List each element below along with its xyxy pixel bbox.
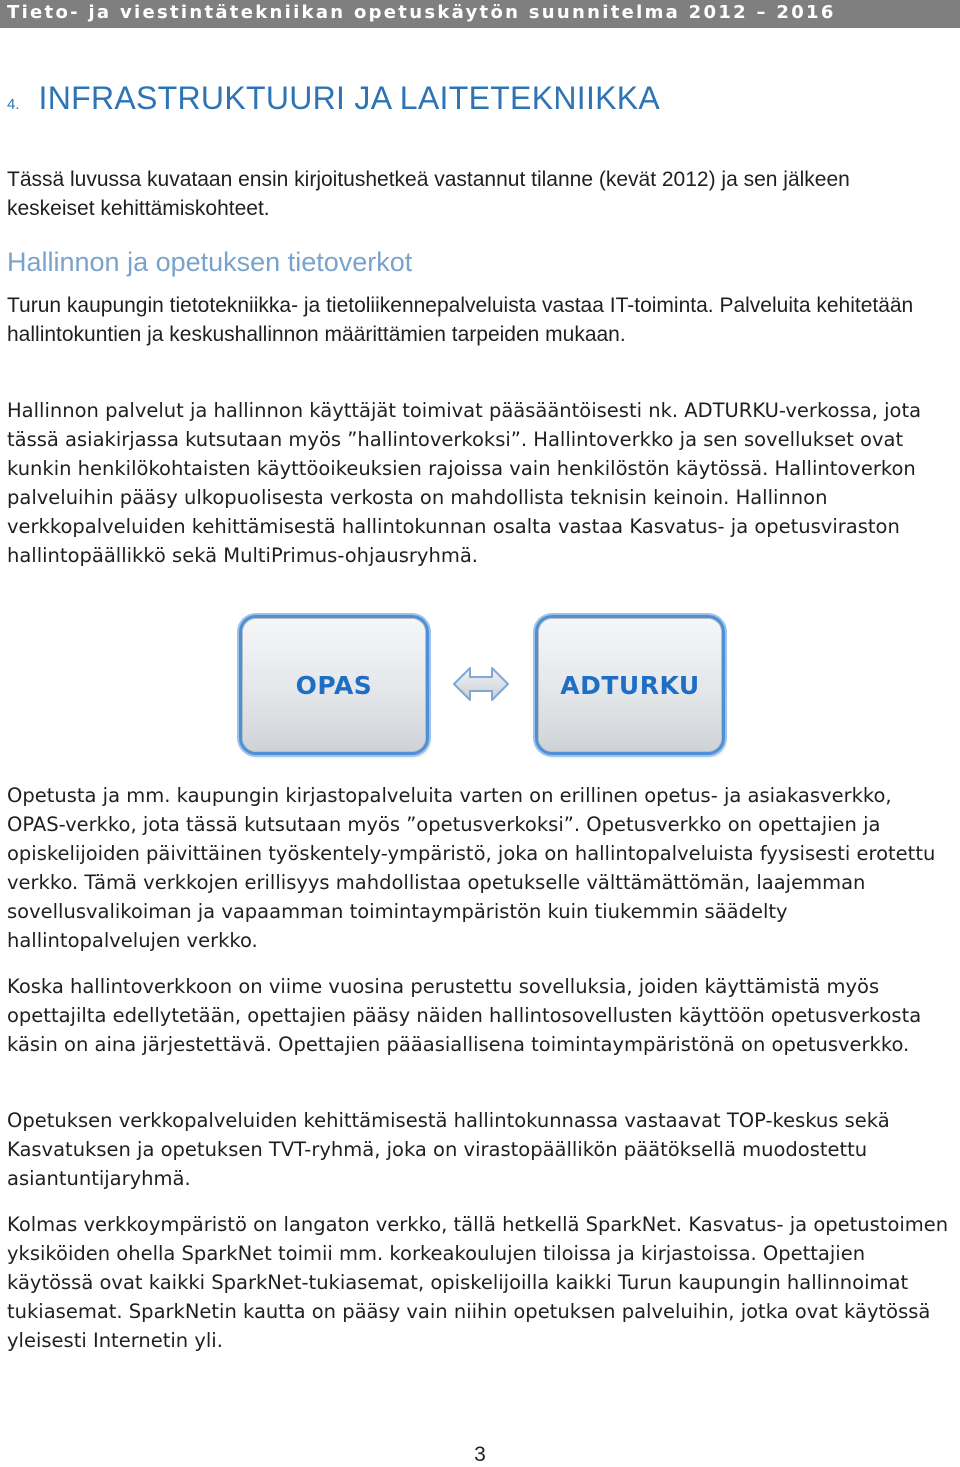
intro-paragraph: Tässä luvussa kuvataan ensin kirjoitushetkeä vastannut tilanne (kevät 2012) ja sen jälkeen keskeiset kehittämiskohteet.: [7, 168, 850, 220]
chapter-heading: [7, 80, 660, 117]
opas-label: OPAS: [295, 670, 373, 700]
chapter-number: 4.: [7, 96, 20, 113]
lead-paragraph: Turun kaupungin tietotekniikka- ja tietoliikennepalveluista vastaa IT-toiminta. Palveluita kehitetään hallintokuntien ja keskushallinnon määrittämien tarpeiden mukaan.: [7, 294, 914, 346]
section-heading: Hallinnon ja opetuksen tietoverkot: [7, 247, 413, 277]
page-number: 3: [474, 1443, 486, 1466]
document-header-title: Tieto- ja viestintätekniikan opetuskäytön suunnitelma 2012 – 2016: [7, 2, 836, 23]
adturku-label: ADTURKU: [560, 670, 700, 700]
header-bar: [0, 0, 960, 28]
adturku-network-box: [538, 618, 722, 752]
double-arrow-icon: [452, 664, 510, 704]
paragraph-admin-apps: Koska hallintoverkkoon on viime vuosina perustettu sovelluksia, joiden käyttämistä myös opettajilta edellytetään, opettajien pääsy näiden hallintosovellusten käyttöön opetusverkosta käsin on aina järjestettävä. Opettajien pääasiallisena toimintaympäristönä on opetusverkko.: [7, 975, 922, 1056]
network-diagram: [240, 618, 722, 756]
paragraph-admin-network: Hallinnon palvelut ja hallinnon käyttäjät toimivat pääsääntöisesti nk. ADTURKU-verkossa, jota tässä asiakirjassa kutsutaan myös ”hallintoverkoksi”. Hallintoverkko ja sen sovellukset ovat kunkin henkilökohtaisten käyttöoikeuksien rajoissa vain henkilöstön käytössä. Hallintoverkon palveluihin pääsy ulkopuolisesta verkosta on mahdollista teknisin keinoin. Hallinnon verkkopalveluiden kehittämisestä hallintokunnan osalta vastaa Kasvatus- ja opetusviraston hallintopäällikkö sekä MultiPrimus-ohjausryhmä.: [7, 399, 922, 567]
paragraph-development: Opetuksen verkkopalveluiden kehittämisestä hallintokunnassa vastaavat TOP-keskus sekä Kasvatuksen ja opetuksen TVT-ryhmä, joka on virastopäällikön päätöksellä muodostettu asiantuntijaryhmä.: [7, 1109, 890, 1190]
opas-network-box: [242, 618, 426, 752]
chapter-title: INFRASTRUKTUURI JA LAITETEKNIIKKA: [38, 80, 661, 116]
paragraph-teaching-network: Opetusta ja mm. kaupungin kirjastopalveluita varten on erillinen opetus- ja asiakasverkko, OPAS-verkko, jota tässä kutsutaan myös ”opetusverkoksi”. Opetusverkko on opettajien ja opiskelijoiden päivittäinen työskentely-ympäristö, joka on hallintopalveluista fyysisesti erotettu verkko. Tämä verkkojen erillisyys mahdollistaa opetukselle välttämättömän, laajemman sovellusvalikoiman ja vapaamman toimintaympäristön kuin tiukemmin säädelty hallintopalvelujen verkko.: [7, 784, 936, 952]
paragraph-wireless: Kolmas verkkoympäristö on langaton verkko, tällä hetkellä SparkNet. Kasvatus- ja opetustoimen yksiköiden ohella SparkNet toimii mm. korkeakoulujen tiloissa ja kirjastoissa. Opettajien käytössä ovat kaikki SparkNet-tukiasemat, opiskelijoilla kaikki Turun kaupungin hallinnoimat tukiasemat. SparkNetin kautta on pääsy vain niihin opetuksen palveluihin, jotka ovat käytössä yleisesti Internetin yli.: [7, 1213, 949, 1352]
